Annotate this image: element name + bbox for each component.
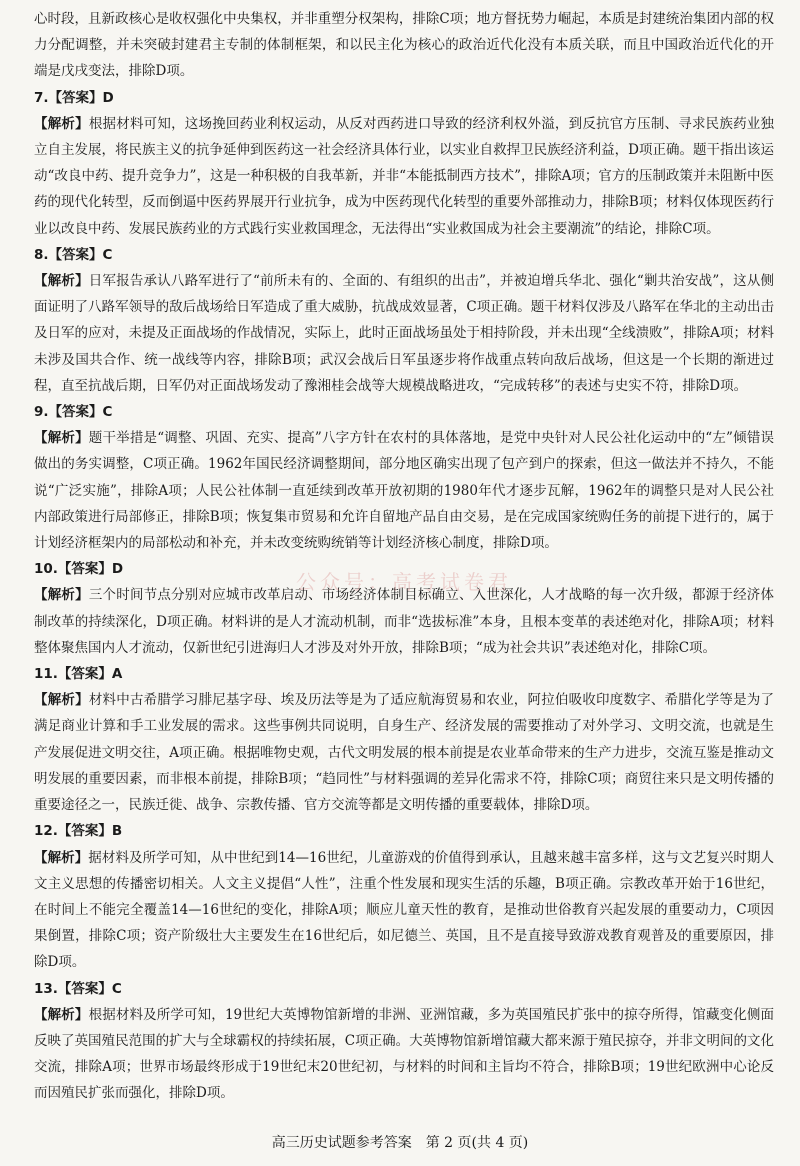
question-number: 9. bbox=[34, 404, 49, 421]
answer-label: 【答案】 bbox=[48, 246, 103, 263]
answer-label: 【答案】 bbox=[57, 823, 112, 840]
watermark-text: 公众号：高考试卷君 bbox=[296, 570, 512, 594]
analysis-label: 【解析】 bbox=[34, 273, 89, 290]
analysis-paragraph bbox=[34, 425, 774, 556]
analysis-label: 【解析】 bbox=[34, 587, 89, 604]
question-block bbox=[34, 976, 774, 1107]
answer-value: C bbox=[102, 246, 113, 263]
answer-value: C bbox=[102, 404, 113, 421]
answer-line bbox=[34, 242, 774, 268]
question-number: 10. bbox=[34, 561, 58, 578]
answer-label: 【答案】 bbox=[57, 980, 112, 997]
answer-label: 【答案】 bbox=[48, 404, 103, 421]
question-block bbox=[34, 661, 774, 818]
previous-question-continuation: 心时段，且新政核心是收权强化中央集权，并非重塑分权架构，排除C项；地方督抚势力崛起，本质是封建统治集团内部的权力分配调整，并未突破封建君主专制的体制框架，和以民主化为核心的政治近代化没有本质关联，而且中国政治近代化的开端是戊戌变法，排除D项。 bbox=[34, 11, 774, 80]
analysis-text: 三个时间节点分别对应城市改革启动、市场经济体制目标确立、入世深化，人才战略的每一次升级，都源于经济体制改革的持续深化，D项正确。材料讲的是人才流动机制，而非“选拔标准”本身，且根本变革的表述绝对化，排除A项；材料整体聚焦国内人才流动，仅新世纪引进海归人才涉及对外开放，排除B项；“成为社会共识”表述绝对化，排除C项。 bbox=[34, 587, 775, 656]
analysis-label: 【解析】 bbox=[34, 692, 89, 709]
analysis-paragraph bbox=[34, 1002, 774, 1107]
analysis-text: 据材料及所学可知，从中世纪到14—16世纪，儿童游戏的价值得到承认，且越来越丰富多样，这与文艺复兴时期人文主义思想的传播密切相关。人文主义提倡“人性”，注重个性发展和现实生活的乐趣，B项正确。宗教改革开始于16世纪，在时间上不能完全覆盖14—16世纪的变化，排除A项；顺应儿童天性的教育，是推动世俗教育兴起发展的重要动力，C项因果倒置，排除C项；资产阶级壮大主要发生在16世纪后，如尼德兰、英国，且不是直接导致游戏教育观普及的重要原因，排除D项。 bbox=[34, 849, 775, 971]
question-block bbox=[34, 242, 774, 399]
question-block bbox=[34, 818, 774, 975]
answer-value: A bbox=[111, 666, 123, 683]
answer-value: C bbox=[111, 980, 122, 997]
question-number: 8. bbox=[34, 246, 49, 263]
analysis-paragraph bbox=[34, 687, 774, 818]
question-block bbox=[34, 399, 774, 556]
analysis-text: 根据材料可知，这场挽回药业利权运动，从反对西药进口导致的经济利权外溢，到反抗官方压制、寻求民族药业独立自主发展，将民族主义的抗争延伸到医药这一社会经济具体行业，以实业自救捍卫民族经济利益，D项正确。题干指出该运动“改良中药、提升竞争力”，这是一种积极的自我革新，并非“本能抵制西方技术”，排除A项；官方的压制政策并未阻断中医药的现代化转型，反而倒逼中医药界展开行业抗争，成为中医药现代化转型的重要外部推动力，排除B项；材料仅体现医药行业以改良中药、发展民族药业的方式践行实业救国理念，无法得出“实业救国成为社会主要潮流”的结论，排除C项。 bbox=[34, 115, 775, 237]
analysis-text: 根据材料及所学可知，19世纪大英博物馆新增的非洲、亚洲馆藏，多为英国殖民扩张中的掠夺所得，馆藏变化侧面反映了英国殖民范围的扩大与全球霸权的持续拓展，C项正确。大英博物馆新增馆藏大都来源于殖民掠夺，并非文明间的文化交流，排除A项；世界市场最终形成于19世纪末20世纪初，与材料的时间和主旨均不符合，排除B项；19世纪欧洲中心论反而因殖民扩张而强化，排除D项。 bbox=[34, 1006, 774, 1102]
answer-value: D bbox=[111, 561, 124, 578]
analysis-paragraph bbox=[34, 111, 774, 242]
question-number: 12. bbox=[34, 823, 58, 840]
answer-line bbox=[34, 399, 774, 425]
answer-line bbox=[34, 976, 774, 1002]
analysis-paragraph bbox=[34, 268, 774, 399]
analysis-text: 材料中古希腊学习腓尼基字母、埃及历法等是为了适应航海贸易和农业，阿拉伯吸收印度数字、希腊化学等是为了满足商业计算和手工业发展的需求。这些事例共同说明，自身生产、经济发展的需要推动了对外学习、文明交流，也就是生产发展促进文明交往，A项正确。根据唯物史观，古代文明发展的根本前提是农业革命带来的生产力进步，交流互鉴是推动文明发展的重要因素，而非根本前提，排除B项；“趋同性”与材料强调的差异化需求不符，排除C项；商贸往来只是文明传播的重要途径之一，民族迁徙、战争、宗教传播、官方交流等都是文明传播的重要载体，排除D项。 bbox=[34, 692, 775, 814]
answer-label: 【答案】 bbox=[57, 561, 112, 578]
answer-line bbox=[34, 661, 774, 687]
question-block bbox=[34, 85, 774, 242]
analysis-label: 【解析】 bbox=[34, 1006, 89, 1023]
analysis-label: 【解析】 bbox=[34, 849, 89, 866]
page-footer: 高三历史试题参考答案 第 2 页(共 4 页) bbox=[271, 1135, 529, 1151]
page-content bbox=[34, 6, 774, 1107]
answer-label: 【答案】 bbox=[48, 89, 103, 106]
answer-value: D bbox=[102, 89, 114, 106]
analysis-text: 题干举措是“调整、巩固、充实、提高”八字方针在农村的具体落地，是党中央针对人民公社化运动中的“左”倾错误做出的务实调整，C项正确。1962年国民经济调整期间，部分地区确实出现了包产到户的探索，但这一做法并不持久，不能说“广泛实施”，排除A项；人民公社体制一直延续到改革开放初期的1980年代才逐步瓦解，1962年的调整只是对人民公社内部政策进行局部修正，排除B项；恢复集市贸易和允许自留地产品自由交易，是在完成国家统购任务的前提下进行的，属于计划经济框架内的局部松动和补充，并未改变统购统销等计划经济核心制度，排除D项。 bbox=[34, 430, 775, 552]
analysis-paragraph bbox=[34, 845, 774, 976]
analysis-label: 【解析】 bbox=[34, 430, 89, 447]
question-number: 13. bbox=[34, 980, 58, 997]
analysis-text: 日军报告承认八路军进行了“前所未有的、全面的、有组织的出击”，并被迫增兵华北、强化“剿共治安战”，这从侧面证明了八路军领导的敌后战场给日军造成了重大威胁，抗战成效显著，C项正确。题干材料仅涉及八路军在华北的主动出击及日军的应对，未提及正面战场的作战情况，实际上，此时正面战场虽处于相持阶段，并未出现“全线溃败”，排除A项；材料未涉及国共合作、统一战线等内容，排除B项；武汉会战后日军虽逐步将作战重点转向敌后战场，但这是一个长期的渐进过程，直至抗战后期，日军仍对正面战场发动了豫湘桂会战等大规模战略进攻，“完成转移”的表述与史实不符，排除D项。 bbox=[34, 273, 775, 394]
question-number: 7. bbox=[34, 89, 49, 106]
analysis-label: 【解析】 bbox=[34, 115, 89, 132]
question-list bbox=[34, 85, 774, 1107]
question-number: 11. bbox=[34, 666, 58, 683]
answer-label: 【答案】 bbox=[57, 666, 112, 683]
answer-line bbox=[34, 85, 774, 111]
answer-value: B bbox=[111, 823, 123, 840]
answer-line bbox=[34, 818, 774, 844]
